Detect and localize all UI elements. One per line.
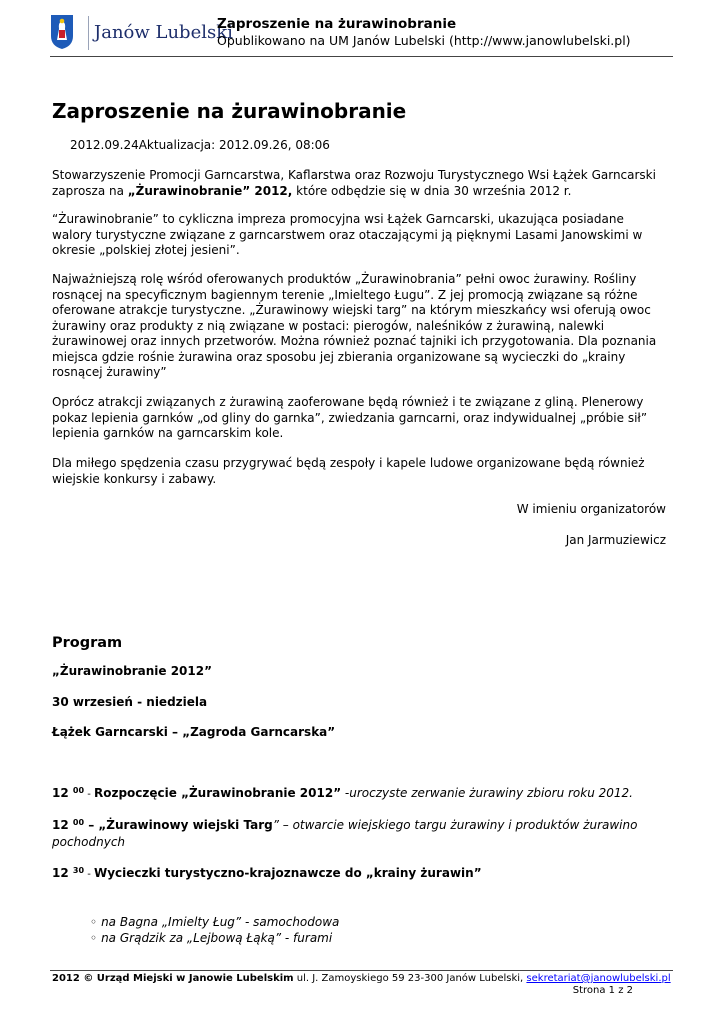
text-line: pokaz lepienia garnków „od gliny do garnka”, zwiedzania garncarni, oraz indywidualnej „próbie sił” [52,410,648,425]
text-line: żurawiny oraz produkty z nią związane w postaci: pierogów, naleśników z żurawiną, nalewki [52,318,605,333]
paragraph-clay [52,395,647,442]
time-hour: 12 [52,818,69,832]
page-header [50,12,673,57]
page-footer [50,970,673,996]
text-line: miejsca gdzie rośnie żurawina oraz sposobu jej zbierania organizowane są wycieczki do „krainy [52,349,626,364]
program-time [52,818,84,832]
time-minutes: 00 [72,786,85,795]
article-title: Zaproszenie na żurawinobranie [52,99,407,123]
text-span: które odbędzie się w dnia 30 września 2012 r. [292,183,572,198]
header-title: Zaproszenie na żurawinobranie [217,16,457,32]
program-separator: - [84,869,94,880]
text-span: zaprosza na [52,183,128,198]
program-date: 30 wrzesień - niedziela [52,695,208,709]
program-item-desc: -uroczyste zerwanie żurawiny zbioru roku 2012. [341,786,633,800]
event-name: „Żurawinobranie” 2012, [127,183,293,198]
text-line: “Żurawinobranie” to cykliczna impreza promocyjna wsi Łążek Garncarski, ukazująca posiadane [52,212,624,226]
program-item-title: Wycieczki turystyczno-krajoznawcze do „krainy żurawin” [94,866,482,880]
program-item-desc-cont: pochodnych [52,834,126,849]
text-line: Dla miłego spędzenia czasu przygrywać będą zespoły i kapele ludowe organizowane będą również [52,456,645,470]
logo-divider [88,16,89,50]
text-line: walory turystyczne związane z garncarstwem oraz otaczającymi ją pięknymi Lasami Janowskimi w [52,227,643,242]
list-item: ◦ na Bagna „Imielty Ług” - samochodowa [90,914,339,930]
tours-list [90,914,339,946]
footer-owner: 2012 © Urząd Miejski w Janowie Lubelskim [52,973,294,984]
time-hour: 12 [52,866,69,880]
program-item-title: Rozpoczęcie „Żurawinobranie 2012” [94,786,342,800]
site-logo-text: Janów Lubelski [94,22,233,43]
program-separator: – [84,818,99,832]
footer-email-link[interactable]: sekretariat@janowlubelski.pl [526,973,671,984]
text-line [52,184,656,200]
text-line [52,818,637,835]
janow-crest-icon [50,14,74,50]
signature-name: Jan Jarmuziewicz [565,533,666,547]
paragraph-intro [52,168,656,199]
time-minutes: 00 [72,818,85,827]
text-line: Najważniejszą rolę wśród oferowanych produktów „Żurawinobrania” pełni owoc żurawiny. Rośliny [52,272,637,286]
program-place: Łążek Garncarski – „Zagroda Garncarska” [52,725,336,739]
program-item [52,818,637,850]
program-event: „Żurawinobranie 2012” [52,664,212,678]
program-item [52,786,633,803]
time-minutes: 30 [72,866,85,875]
time-hour: 12 [52,786,69,800]
text-line: żurawinowej oraz innych przetworów. Można również poznać tajniki ich przygotowania. Dla poznania [52,334,657,348]
text-line: Oprócz atrakcji związanych z żurawiną zaoferowane będą również i te związane z gliną. Plenerowy [52,395,644,409]
paragraph-fun [52,456,645,487]
paragraph-products [52,272,656,381]
header-published: Opublikowano na UM Janów Lubelski (http://www.janowlubelski.pl) [217,33,631,48]
text-line: oferowane atrakcje turystyczne. „Żurawinowy wiejski targ” na którym mieszkańcy wsi oferują owoc [52,303,651,317]
text-line: wiejskie konkursy i zabawy. [52,471,217,486]
text-line: rosnącej na specyficznym bagiennym terenie „Imieltego Ługu”. Z jej promocją związane są różne [52,287,638,302]
text-line: okresie „polskiej złotej jesieni”. [52,243,240,257]
signature-role: W imieniu organizatorów [516,502,666,516]
program-item-desc: ” – otwarcie wiejskiego targu żurawiny i produktów żurawino [272,818,638,832]
footer-address: ul. J. Zamoyskiego 59 23-300 Janów Lubelski, [293,973,527,984]
program-time [52,786,84,800]
program-time [52,866,84,880]
text-line: Stowarzyszenie Promocji Garncarstwa, Kaflarstwa oraz Rozwoju Turystycznego Wsi Łążek Garncarski [52,168,656,182]
paragraph-about [52,212,642,259]
list-item: ◦ na Grądzik za „Lejbową Łąką” - furami [90,930,339,946]
text-line: rosnącej żurawiny” [52,365,167,379]
program-separator: - [84,789,94,800]
text-line: lepienia garnków na garncarskim kole. [52,426,284,440]
footer-info [52,973,671,984]
program-item [52,866,482,883]
page-number: Strona 1 z 2 [572,985,633,996]
program-heading: Program [52,635,123,651]
program-item-title: „Żurawinowy wiejski Targ [98,818,273,832]
article-date: 2012.09.24Aktualizacja: 2012.09.26, 08:06 [70,138,330,152]
